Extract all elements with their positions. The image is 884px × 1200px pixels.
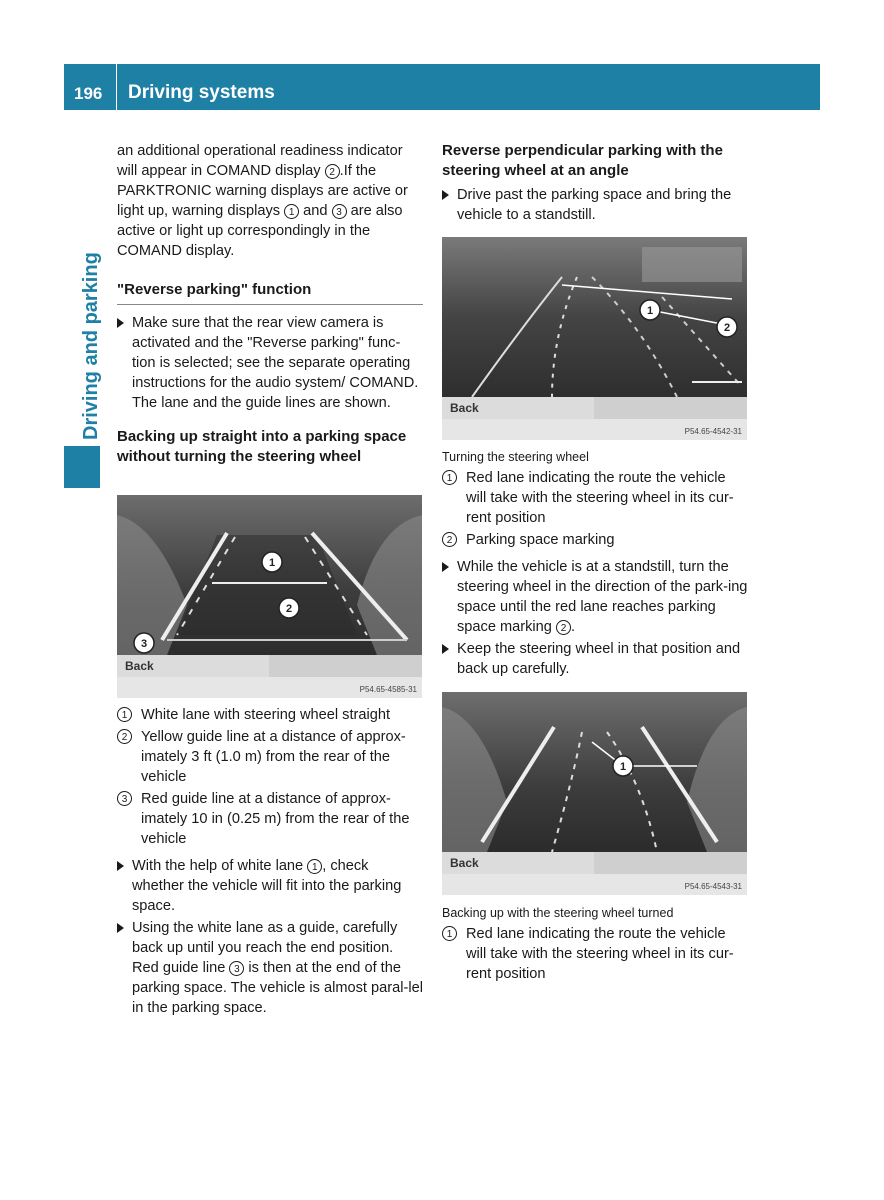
camera-image-backing <box>442 692 747 895</box>
step-arrow-icon <box>117 861 124 871</box>
step-arrow-icon <box>442 562 449 572</box>
callout-1: 1 <box>268 557 276 569</box>
page-title: Driving systems <box>128 82 275 103</box>
subheading: Backing up straight into a parking space without turning the steering wheel <box>117 428 407 465</box>
callout-1: 1 <box>619 761 627 773</box>
figure-caption: Backing up with the steering wheel turned <box>442 906 674 920</box>
callout-3: 3 <box>140 638 148 650</box>
intro-paragraph: an additional operational readiness indicator will appear in COMAND display 2 .If the PARKTRONIC warning displays are active or light up, warning displays 1 and 3 are also active or light up correspondingly in the COMAND display. <box>117 143 408 259</box>
step-item: Make sure that the rear view camera is activated and the "Reverse parking" func-tion is selected; see the separate operating instructions for the audio system/ COMAND. The lane and the guide lines are shown. <box>117 313 423 413</box>
marker-2: 2 <box>325 164 340 179</box>
right-column-lower <box>442 904 748 984</box>
right-heading: Reverse perpendicular parking with the steering wheel at an angle <box>442 142 723 179</box>
marker-1: 1 <box>284 204 299 219</box>
legend-item: 1 Red lane indicating the route the vehicle will take with the steering wheel in its cur-rent position <box>442 924 748 984</box>
camera-image-turning <box>442 237 747 440</box>
figure-code: P54.65-4543-31 <box>684 882 742 891</box>
callout-1: 1 <box>646 305 654 317</box>
right-column-middle <box>442 448 748 679</box>
step-arrow-icon <box>442 644 449 654</box>
back-label: Back <box>125 659 154 673</box>
back-label: Back <box>450 856 479 870</box>
marker-3: 3 <box>332 204 347 219</box>
side-tab-label: Driving and parking <box>80 252 102 440</box>
figure-code: P54.65-4542-31 <box>684 427 742 436</box>
step-item: Drive past the parking space and bring the vehicle to a standstill. <box>442 185 748 225</box>
section-heading: "Reverse parking" function <box>117 280 423 305</box>
legend-item: 3 Red guide line at a distance of approx-imately 10 in (0.25 m) from the rear of the vehicle <box>117 789 423 849</box>
figure-code: P54.65-4585-31 <box>359 685 417 694</box>
legend-item: 1 Red lane indicating the route the vehicle will take with the steering wheel in its cur-rent position <box>442 468 748 528</box>
camera-view-graphic <box>442 237 747 440</box>
left-column-lower <box>117 705 423 1018</box>
legend-item: 2 Parking space marking <box>442 530 748 550</box>
right-column <box>442 141 748 225</box>
step-item: With the help of white lane 1 , check whether the vehicle will fit into the parking space. <box>117 856 423 916</box>
step-arrow-icon <box>442 190 449 200</box>
step-item: While the vehicle is at a standstill, turn the steering wheel in the direction of the park-ing space until the red lane reaches parking space marking 2 . <box>442 557 748 637</box>
header-divider <box>116 64 117 110</box>
camera-view-graphic <box>442 692 747 895</box>
page-header <box>64 64 820 110</box>
left-column <box>117 141 423 467</box>
camera-image-straight <box>117 495 422 698</box>
step-arrow-icon <box>117 923 124 933</box>
figure-caption: Turning the steering wheel <box>442 450 589 464</box>
legend-item: 1 White lane with steering wheel straight <box>117 705 423 725</box>
camera-view-graphic <box>117 495 422 698</box>
page-number: 196 <box>74 84 103 103</box>
step-arrow-icon <box>117 318 124 328</box>
callout-2: 2 <box>285 603 293 615</box>
back-label: Back <box>450 401 479 415</box>
step-item: Keep the steering wheel in that position and back up carefully. <box>442 639 748 679</box>
legend-item: 2 Yellow guide line at a distance of approx-imately 3 ft (1.0 m) from the rear of the vehicle <box>117 727 423 787</box>
step-item: Using the white lane as a guide, carefully back up until you reach the end position. Red guide line 3 is then at the end of the parking space. The vehicle is almost paral-lel in the parking space. <box>117 918 423 1018</box>
side-tab-marker <box>64 446 100 488</box>
callout-2: 2 <box>723 322 731 334</box>
